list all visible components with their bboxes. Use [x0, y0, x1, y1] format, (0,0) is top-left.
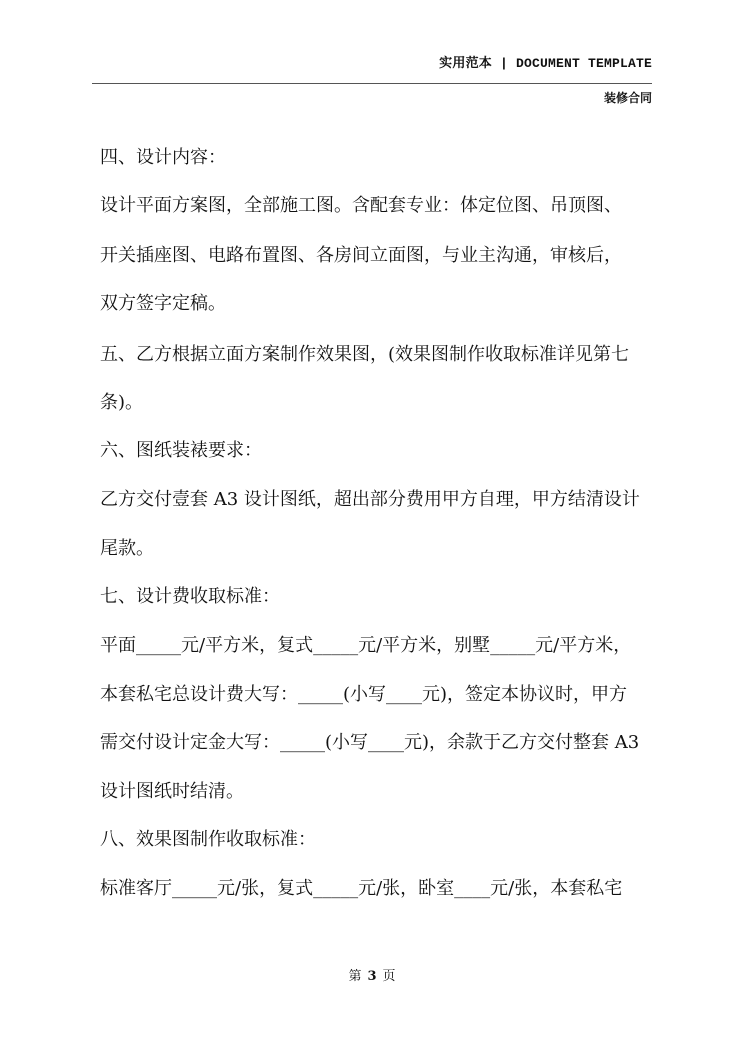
paragraph-line: 需交付设计定金大写：_____(小写____元)，余款于乙方交付整套 A3: [100, 732, 640, 753]
paragraph-line: 平面_____元/平方米，复式_____元/平方米，别墅_____元/平方米，: [100, 635, 632, 656]
page-footer: [0, 965, 744, 984]
paragraph-line: 条)。: [100, 392, 144, 413]
page-number: 3: [367, 969, 377, 984]
paragraph-line: 尾款。: [100, 538, 154, 559]
header-subtitle: 装修合同: [603, 91, 652, 105]
paragraph-line: 乙方交付壹套 A3 设计图纸，超出部分费用甲方自理，甲方结清设计: [100, 489, 640, 510]
section-heading-5: 五、乙方根据立面方案制作效果图，(效果图制作收取标准详见第七: [100, 344, 630, 365]
paragraph-line: 设计平面方案图，全部施工图。含配套专业：体定位图、吊顶图、: [100, 195, 622, 216]
paragraph-line: 设计图纸时结清。: [100, 781, 244, 802]
paragraph-line: 开关插座图、电路布置图、各房间立面图，与业主沟通，审核后，: [100, 245, 622, 266]
paragraph-line: 标准客厅_____元/张，复式_____元/张，卧室____元/张，本套私宅: [100, 878, 623, 899]
page-suffix: 页: [382, 969, 396, 984]
paragraph-line: 本套私宅总设计费大写：_____(小写____元)，签定本协议时，甲方: [100, 684, 628, 705]
section-heading-8: 八、效果图制作收取标准：: [100, 829, 316, 850]
section-heading-4: 四、设计内容：: [100, 147, 226, 168]
header-title: 实用范本 | DOCUMENT TEMPLATE: [439, 56, 652, 71]
section-heading-7: 七、设计费收取标准：: [100, 586, 280, 607]
header-divider: [92, 83, 652, 84]
paragraph-line: 双方签字定稿。: [100, 293, 226, 314]
page-prefix: 第: [348, 969, 362, 984]
section-heading-6: 六、图纸装裱要求：: [100, 440, 262, 461]
